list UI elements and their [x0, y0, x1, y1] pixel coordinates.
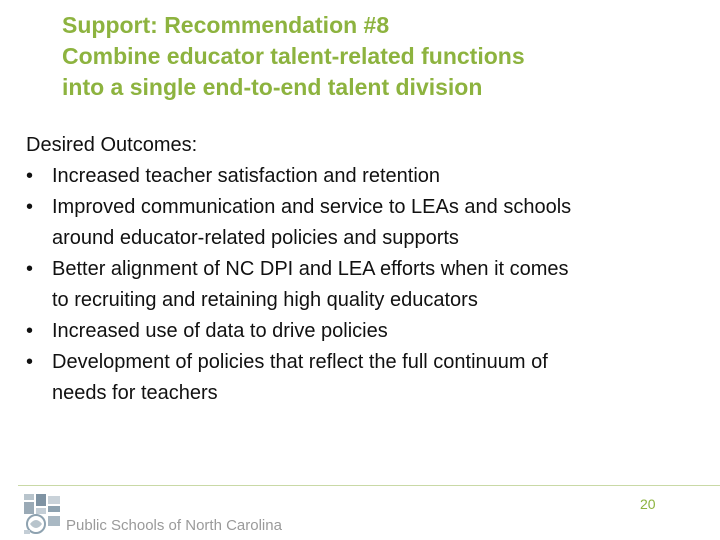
slide-title-line: into a single end-to-end talent division	[62, 74, 483, 100]
list-item-line: to recruiting and retaining high quality educators	[52, 289, 478, 311]
slide-title-line: Support: Recommendation #8	[62, 12, 390, 38]
outcomes-list	[26, 161, 706, 409]
list-item-line: Improved communication and service to LEAs and schools	[52, 196, 572, 218]
list-item-line: around educator-related policies and supports	[52, 227, 459, 249]
list-item	[26, 347, 706, 409]
list-item-line: Increased use of data to drive policies	[52, 320, 388, 342]
bullet-icon: •	[26, 320, 34, 342]
slide-title-line: Combine educator talent-related functions	[62, 43, 525, 69]
bullet-icon: •	[26, 196, 34, 218]
nc-dpi-logo-icon	[22, 492, 62, 536]
list-item-line: needs for teachers	[52, 382, 218, 404]
organization-name: Public Schools of North Carolina	[66, 517, 282, 534]
bullet-icon: •	[26, 165, 34, 187]
footer-divider	[18, 485, 720, 486]
slide-title	[62, 10, 702, 103]
slide-body	[26, 130, 706, 409]
bullet-icon: •	[26, 258, 34, 280]
list-item	[26, 316, 706, 347]
bullet-icon: •	[26, 351, 34, 373]
list-item-line: Increased teacher satisfaction and retention	[52, 165, 441, 187]
list-item	[26, 192, 706, 254]
list-item-line: Development of policies that reflect the full continuum of	[52, 351, 548, 373]
page-number: 20	[640, 496, 656, 512]
list-item	[26, 161, 706, 192]
list-item	[26, 254, 706, 316]
list-item-line: Better alignment of NC DPI and LEA efforts when it comes	[52, 258, 569, 280]
desired-outcomes-heading: Desired Outcomes:	[26, 134, 198, 156]
